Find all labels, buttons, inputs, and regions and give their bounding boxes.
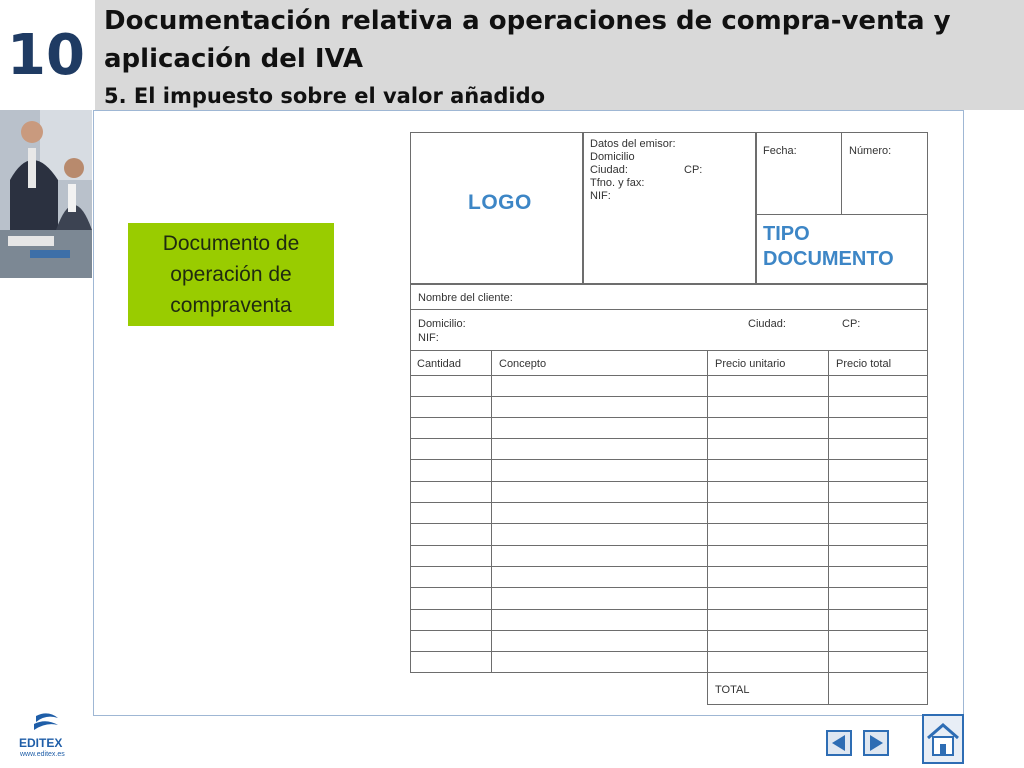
- editex-logo: [16, 710, 76, 760]
- document-type-label-text: Documento de operación de compraventa: [162, 232, 300, 317]
- client-address-label: Domicilio:: [418, 318, 466, 330]
- home-icon: [924, 716, 962, 762]
- client-name-label: Nombre del cliente:: [418, 292, 513, 304]
- items-table: [410, 350, 928, 673]
- column-divider: [828, 672, 829, 705]
- table-row-divider: [410, 545, 928, 546]
- doc-type-placeholder: TIPO DOCUMENTO: [763, 223, 894, 270]
- table-row-divider: [410, 396, 928, 397]
- date-box: [756, 132, 842, 215]
- table-row-divider: [410, 417, 928, 418]
- number-box: [841, 132, 928, 215]
- logo-box: [410, 132, 583, 284]
- editex-brand-text: EDITEX: [19, 736, 63, 750]
- col-header-total-price: Precio total: [836, 358, 892, 370]
- document-type-label: [128, 223, 334, 326]
- invoice-template: [410, 132, 928, 705]
- column-divider: [491, 350, 492, 673]
- table-row-divider: [410, 587, 928, 588]
- previous-button[interactable]: [826, 730, 852, 756]
- editex-url-text: www.editex.es: [20, 751, 65, 758]
- issuer-address-label: Domicilio: [590, 151, 635, 163]
- doc-type-box: [756, 214, 928, 284]
- table-row-divider: [410, 630, 928, 631]
- client-nif-label: NIF:: [418, 332, 439, 344]
- col-header-unit-price: Precio unitario: [715, 358, 786, 370]
- table-row-divider: [410, 375, 928, 376]
- issuer-data-label: Datos del emisor:: [590, 138, 676, 150]
- table-row-divider: [410, 523, 928, 524]
- date-label: Fecha:: [763, 145, 797, 157]
- total-label: TOTAL: [715, 684, 750, 696]
- issuer-city-label: Ciudad:: [590, 164, 628, 176]
- table-row-divider: [410, 566, 928, 567]
- arrow-right-icon: [863, 730, 889, 756]
- issuer-cp-label: CP:: [684, 164, 703, 176]
- home-button[interactable]: [922, 714, 964, 764]
- table-row-divider: [410, 502, 928, 503]
- table-row-divider: [410, 651, 928, 652]
- next-button[interactable]: [863, 730, 889, 756]
- client-city-label: Ciudad:: [748, 318, 786, 330]
- total-row: [707, 672, 928, 705]
- table-row-divider: [410, 438, 928, 439]
- logo-placeholder: LOGO: [468, 191, 532, 214]
- client-name-row: [410, 284, 928, 310]
- col-header-concept: Concepto: [499, 358, 547, 370]
- chapter-number: 10: [0, 0, 92, 110]
- number-label: Número:: [849, 145, 892, 157]
- table-row-divider: [410, 609, 928, 610]
- issuer-nif-label: NIF:: [590, 190, 611, 202]
- client-cp-label: CP:: [842, 318, 861, 330]
- issuer-box: [583, 132, 756, 284]
- client-address-row: [410, 309, 928, 351]
- col-header-quantity: Cantidad: [417, 358, 462, 370]
- table-row-divider: [410, 459, 928, 460]
- page-title: Documentación relativa a operaciones de compra-venta y aplicación del IVA: [104, 6, 951, 74]
- arrow-left-icon: [826, 730, 852, 756]
- table-row-divider: [410, 481, 928, 482]
- section-subtitle: 5. El impuesto sobre el valor añadido: [104, 84, 546, 108]
- issuer-phone-label: Tfno. y fax:: [590, 177, 645, 189]
- office-people-photo: [0, 110, 92, 278]
